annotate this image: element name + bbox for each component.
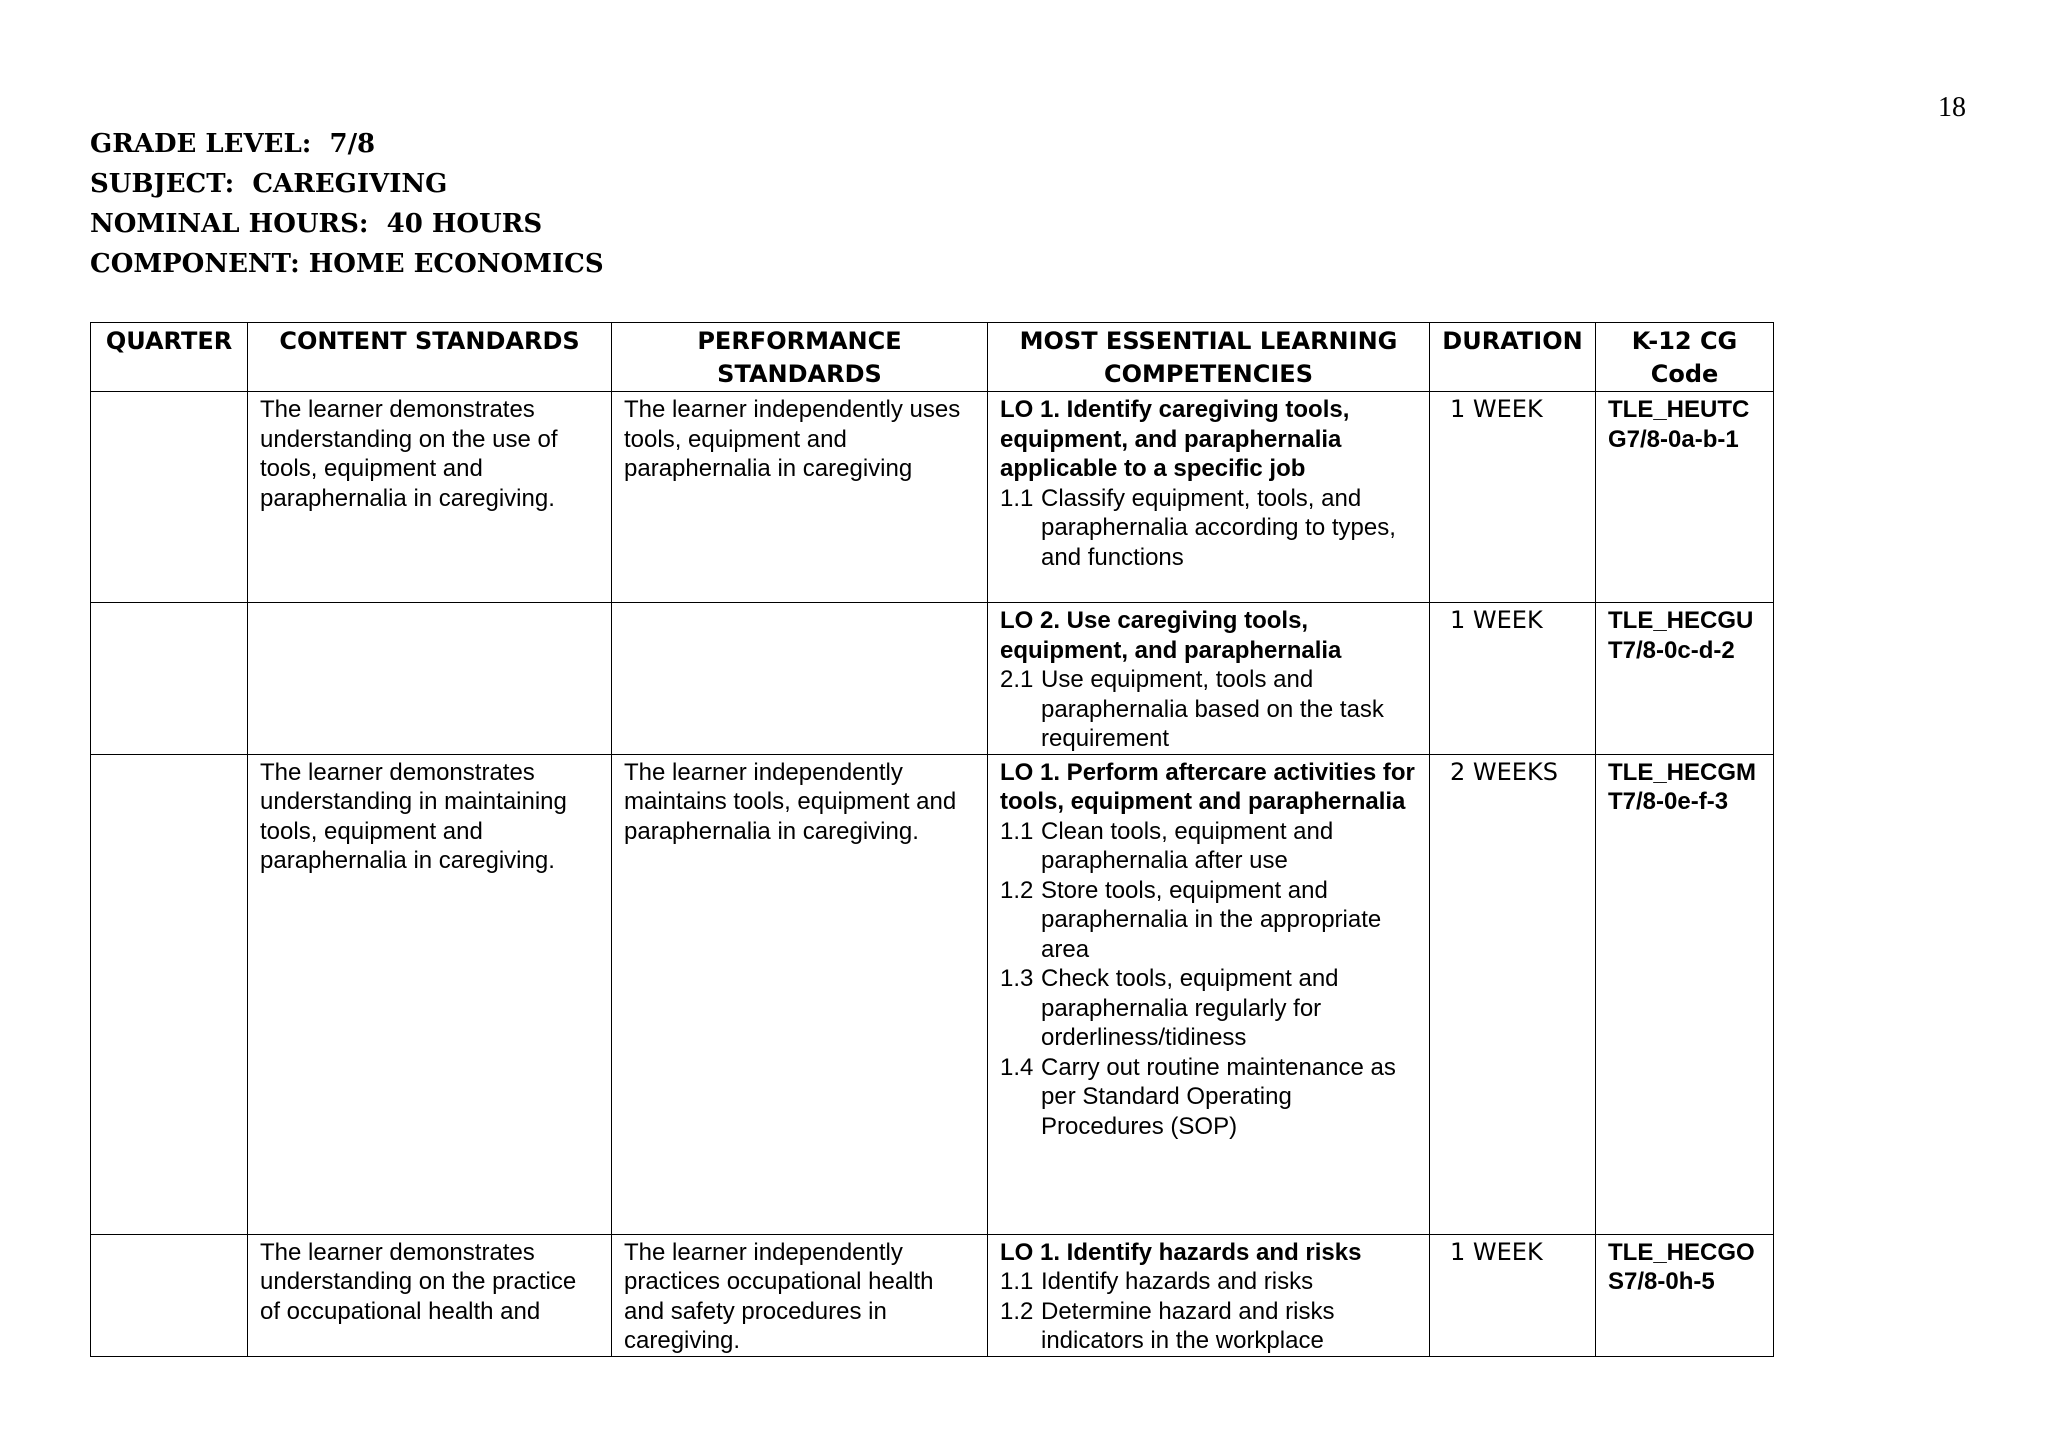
- duration-cell: 1 WEEK: [1430, 392, 1596, 603]
- competency-text: Store tools, equipment and paraphernalia in the appropriate area: [1041, 876, 1382, 963]
- competency-text: Check tools, equipment and paraphernalia regularly for orderliness/tidiness: [1041, 965, 1339, 1051]
- quarter-cell: [91, 392, 248, 603]
- table-row: [91, 603, 1774, 755]
- duration-cell: 2 WEEKS: [1430, 754, 1596, 1234]
- performance-standards-cell: [612, 603, 988, 755]
- competency-number: 2.1: [1000, 666, 1034, 693]
- learning-outcome: LO 1. Perform aftercare activities for tools, equipment and paraphernalia: [1000, 758, 1415, 815]
- competencies-cell: [988, 754, 1430, 1234]
- competency-text: Determine hazard and risks indicators in the workplace: [1041, 1297, 1335, 1354]
- header-row: [91, 323, 1774, 392]
- competency-text: Identify hazards and risks: [1041, 1268, 1314, 1295]
- competencies-cell: [988, 1234, 1430, 1356]
- competency-text: Carry out routine maintenance as per Standard Operating Procedures (SOP): [1041, 1053, 1396, 1140]
- quarter-cell: [91, 603, 248, 755]
- competency-number: 1.2: [1000, 876, 1034, 904]
- competency-item: [1000, 817, 1417, 876]
- competency-number: 1.2: [1000, 1297, 1034, 1325]
- table-row: [91, 1234, 1774, 1356]
- competency-number: 1.4: [1000, 1053, 1034, 1081]
- col-header-content-standards: CONTENT STANDARDS: [248, 323, 612, 392]
- competency-number: 1.1: [1000, 484, 1034, 512]
- learning-outcome: LO 1. Identify caregiving tools, equipment, and paraphernalia applicable to a specific job: [1000, 396, 1350, 482]
- content-standards-cell: The learner demonstrates understanding on the practice of occupational health and: [248, 1234, 612, 1356]
- performance-standards-cell: The learner independently practices occupational health and safety procedures in caregiving.: [612, 1234, 988, 1356]
- curriculum-table: [90, 322, 1774, 1357]
- duration-cell: 1 WEEK: [1430, 1234, 1596, 1356]
- code-cell: TLE_HECGUT7/8-0c-d-2: [1596, 603, 1774, 755]
- competency-item: [1000, 876, 1417, 965]
- competency-item: [1000, 484, 1417, 573]
- content-standards-cell: The learner demonstrates understanding in maintaining tools, equipment and paraphernalia in caregiving.: [248, 754, 612, 1234]
- table-row: [91, 754, 1774, 1234]
- grade-level: GRADE LEVEL: 7/8: [90, 129, 376, 159]
- quarter-cell: [91, 754, 248, 1234]
- document-header: [90, 124, 604, 284]
- content-standards-cell: [248, 603, 612, 755]
- subject: SUBJECT: CAREGIVING: [90, 169, 448, 199]
- competency-item: [1000, 964, 1417, 1053]
- nominal-hours: NOMINAL HOURS: 40 HOURS: [90, 209, 543, 239]
- quarter-cell: [91, 1234, 248, 1356]
- competency-item: [1000, 1053, 1417, 1142]
- code-cell: TLE_HEUTCG7/8-0a-b-1: [1596, 392, 1774, 603]
- col-header-code: K-12 CG Code: [1596, 323, 1774, 392]
- competency-item: [1000, 1267, 1417, 1297]
- col-header-performance-standards: PERFORMANCE STANDARDS: [612, 323, 988, 392]
- learning-outcome: LO 1. Identify hazards and risks: [1000, 1238, 1362, 1266]
- table-row: [91, 392, 1774, 603]
- competency-text: Classify equipment, tools, and paraphernalia according to types, and functions: [1041, 484, 1396, 571]
- duration-cell: 1 WEEK: [1430, 603, 1596, 755]
- performance-standards-cell: The learner independently maintains tools, equipment and paraphernalia in caregiving.: [612, 754, 988, 1234]
- content-standards-cell: The learner demonstrates understanding on the use of tools, equipment and paraphernalia in caregiving.: [248, 392, 612, 603]
- competency-number: 1.3: [1000, 965, 1034, 992]
- page-number: 18: [1938, 92, 1966, 123]
- competency-number: 1.1: [1000, 817, 1034, 845]
- col-header-duration: DURATION: [1430, 323, 1596, 392]
- learning-outcome: LO 2. Use caregiving tools, equipment, and paraphernalia: [1000, 607, 1342, 664]
- competencies-cell: [988, 392, 1430, 603]
- competencies-cell: [988, 603, 1430, 755]
- code-cell: TLE_HECGOS7/8-0h-5: [1596, 1234, 1774, 1356]
- component: COMPONENT: HOME ECONOMICS: [90, 249, 604, 279]
- col-header-quarter: QUARTER: [91, 323, 248, 392]
- competency-number: 1.1: [1000, 1268, 1034, 1295]
- performance-standards-cell: The learner independently uses tools, equipment and paraphernalia in caregiving: [612, 392, 988, 603]
- col-header-competencies: MOST ESSENTIAL LEARNING COMPETENCIES: [988, 323, 1430, 392]
- competency-text: Use equipment, tools and paraphernalia based on the task requirement: [1041, 666, 1384, 752]
- competency-text: Clean tools, equipment and paraphernalia after use: [1041, 817, 1334, 874]
- competency-item: [1000, 1297, 1417, 1356]
- competency-item: [1000, 665, 1417, 754]
- code-cell: TLE_HECGMT7/8-0e-f-3: [1596, 754, 1774, 1234]
